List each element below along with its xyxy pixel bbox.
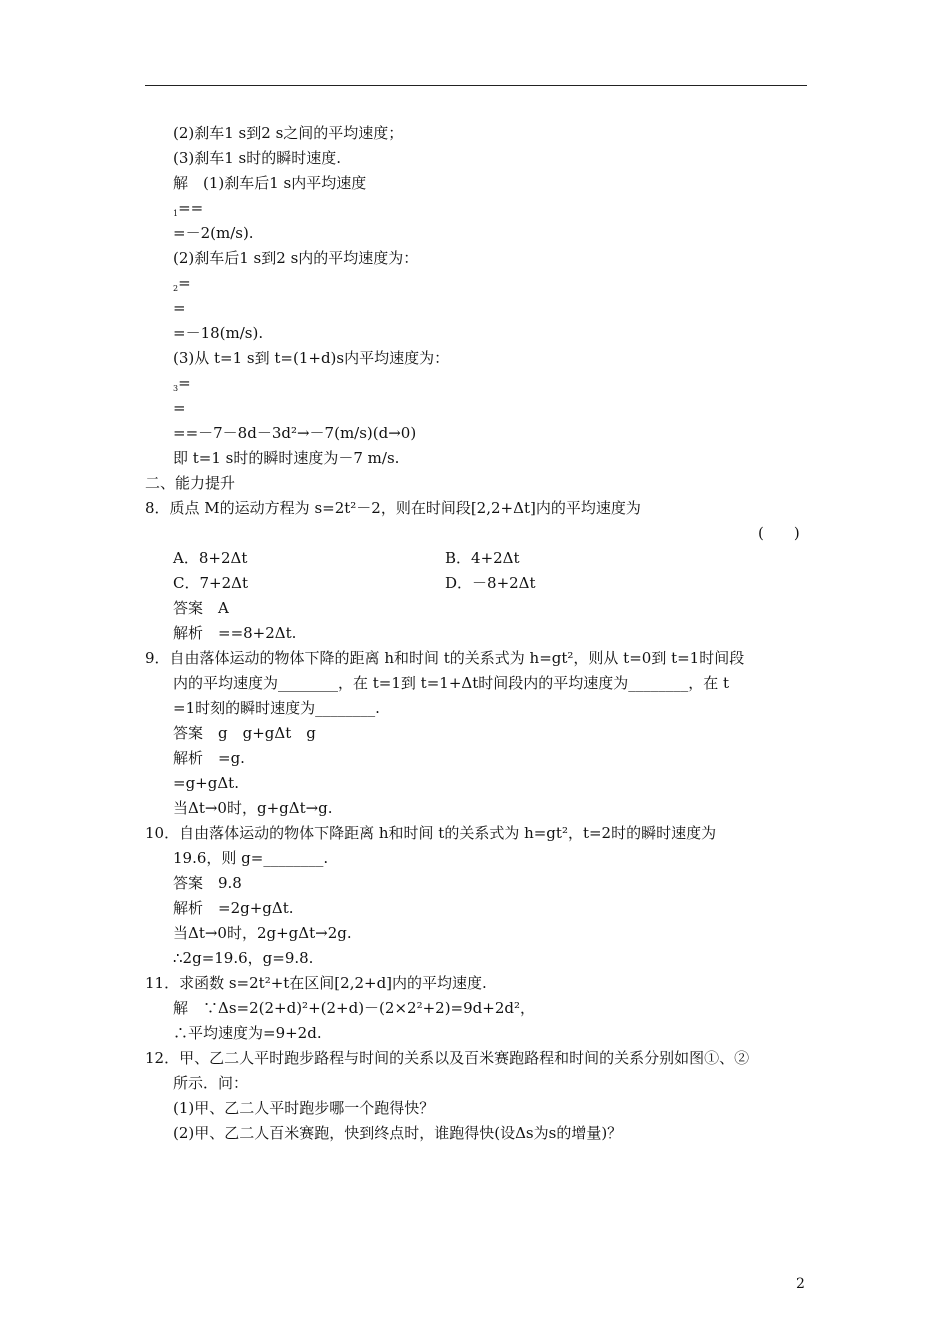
solution-line: ∴平均速度为=9+2d. — [173, 1024, 322, 1042]
question-9-cont: 内的平均速度为________，在 t=1到 t=1+Δt时间段内的平均速度为________，在 t — [173, 674, 730, 692]
formula-line: =－2(m/s). — [173, 224, 254, 242]
solution-line: =g+gΔt. — [173, 774, 239, 792]
solution-line: 解析 ==8+2Δt. — [173, 624, 297, 642]
formula-line — [173, 198, 203, 224]
subscript: 3 — [173, 384, 179, 393]
answer-line: 答案 g g+gΔt g — [173, 724, 316, 742]
answer-line: 答案 A — [173, 599, 229, 617]
question-12-cont: 所示．问： — [173, 1074, 249, 1092]
solution-line: 解 ∵Δs=2(2+d)²+(2+d)－(2×2²+2)=9d+2d²， — [173, 999, 535, 1017]
question-9: 9．自由落体运动的物体下降的距离 h和时间 t的关系式为 h=gt²，则从 t=0到 t=1时间段 — [145, 649, 745, 667]
answer-paren: ( ) — [758, 524, 800, 542]
solution-line: 解析 =2g+gΔt. — [173, 899, 294, 917]
option-c: C．7+2Δt — [173, 574, 248, 592]
section-heading: 二、能力提升 — [145, 474, 236, 492]
solution-line: 当Δt→0时，2g+gΔt→2g. — [173, 924, 352, 942]
formula-text: = — [178, 274, 191, 292]
question-12-part2: (2)甲、乙二人百米赛跑，快到终点时，谁跑得快(设Δs为s的增量)？ — [173, 1124, 623, 1142]
text-line: (2)刹车1 s到2 s之间的平均速度； — [173, 124, 404, 142]
formula-line: =－18(m/s). — [173, 324, 264, 342]
formula-text: == — [178, 199, 204, 217]
option-a: A．8+2Δt — [173, 549, 248, 567]
question-11: 11．求函数 s=2t²+t在区间[2,2+d]内的平均速度. — [145, 974, 487, 992]
text-line: (3)刹车1 s时的瞬时速度. — [173, 149, 342, 167]
question-10: 10．自由落体运动的物体下降距离 h和时间 t的关系式为 h=gt²，t=2时的瞬时速度为 — [145, 824, 717, 842]
option-b: B．4+2Δt — [445, 549, 520, 567]
question-8: 8．质点 M的运动方程为 s=2t²－2，则在时间段[2,2+Δt]内的平均速度为 — [145, 499, 641, 517]
formula-line: = — [173, 299, 186, 317]
formula-line — [173, 373, 191, 399]
question-10-cont: 19.6，则 g=________. — [173, 849, 329, 867]
subscript: 1 — [173, 209, 179, 218]
solution-line: ∴2g=19.6，g=9.8. — [173, 949, 314, 967]
subscript: 2 — [173, 284, 179, 293]
text-line: 即 t=1 s时的瞬时速度为－7 m/s. — [173, 449, 400, 467]
solution-line: 当Δt→0时，g+gΔt→g. — [173, 799, 333, 817]
solution-line: 解析 =g. — [173, 749, 245, 767]
formula-line: = — [173, 399, 186, 417]
text-line: 解 (1)刹车后1 s内平均速度 — [173, 174, 367, 192]
answer-line: 答案 9.8 — [173, 874, 242, 892]
question-12: 12．甲、乙二人平时跑步路程与时间的关系以及百米赛跑路程和时间的关系分别如图①、② — [145, 1049, 750, 1067]
header-rule — [145, 85, 807, 86]
text-line: (2)刹车后1 s到2 s内的平均速度为： — [173, 249, 419, 267]
question-12-part1: (1)甲、乙二人平时跑步哪一个跑得快？ — [173, 1099, 435, 1117]
page-number: 2 — [796, 1276, 805, 1292]
formula-line: ==－7－8d－3d²→－7(m/s)(d→0) — [173, 424, 417, 442]
formula-line — [173, 273, 191, 299]
text-line: (3)从 t=1 s到 t=(1+d)s内平均速度为： — [173, 349, 450, 367]
option-d: D．－8+2Δt — [445, 574, 536, 592]
formula-text: = — [178, 374, 191, 392]
question-9-cont: =1时刻的瞬时速度为________. — [173, 699, 380, 717]
